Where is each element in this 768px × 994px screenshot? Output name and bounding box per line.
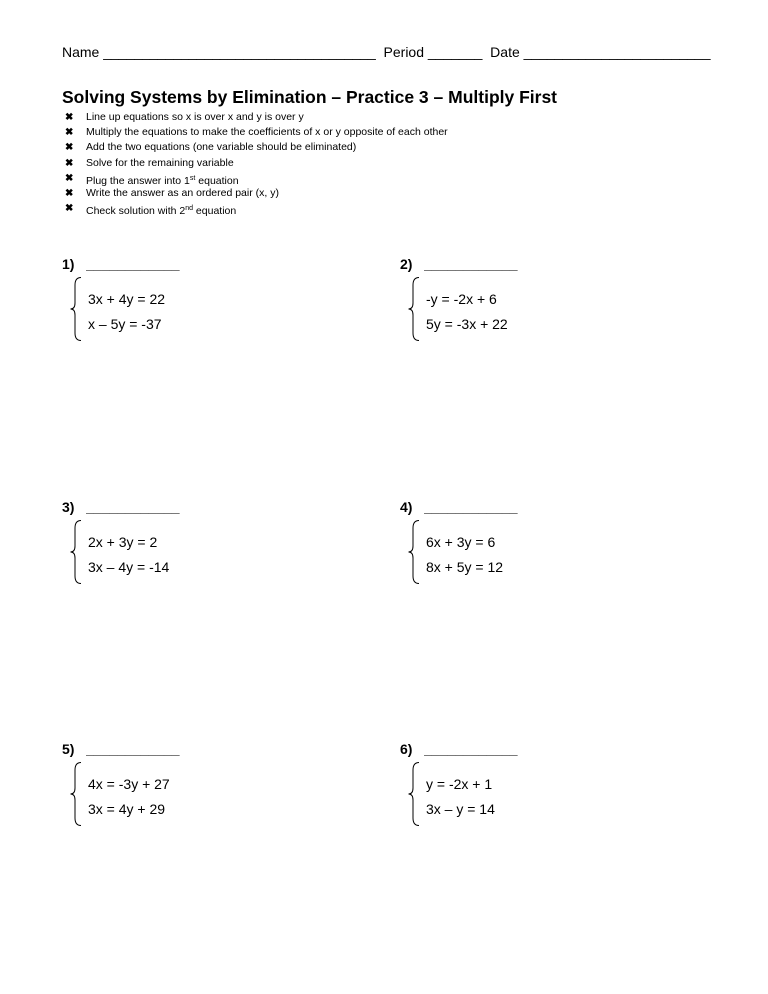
x-mark-icon: ✖ xyxy=(65,203,74,215)
instructions-list xyxy=(65,110,448,218)
problem-4 xyxy=(400,499,700,639)
left-brace-icon xyxy=(70,277,82,341)
instruction-item: ✖ Multiply the equations to make the coefficients of x or y opposite of each other xyxy=(86,125,448,140)
equation-1: -y = -2x + 6 xyxy=(426,291,497,307)
left-brace-icon xyxy=(408,762,420,826)
problem-number-answer-blank[interactable]: 1) ____________ xyxy=(62,256,180,272)
left-brace-icon xyxy=(408,277,420,341)
problem-number-answer-blank[interactable]: 2) ____________ xyxy=(400,256,518,272)
problem-6 xyxy=(400,741,700,881)
problem-number-answer-blank[interactable]: 4) ____________ xyxy=(400,499,518,515)
equation-2: 8x + 5y = 12 xyxy=(426,559,504,575)
equation-1: 2x + 3y = 2 xyxy=(88,534,158,550)
equation-2: 3x – y = 14 xyxy=(426,801,495,817)
left-brace-icon xyxy=(70,520,82,584)
name-period-date-line[interactable]: Name ___________________________________ Period _______ Date ________________________ xyxy=(62,44,711,60)
problem-number-answer-blank[interactable]: 6) ____________ xyxy=(400,741,518,757)
equation-2: 3x – 4y = -14 xyxy=(88,559,170,575)
equation-2: 3x = 4y + 29 xyxy=(88,801,166,817)
problem-3 xyxy=(62,499,362,639)
equation-2: 5y = -3x + 22 xyxy=(426,316,508,332)
instruction-item: ✖ Write the answer as an ordered pair (x, y) xyxy=(86,186,448,201)
instruction-item: ✖ Plug the answer into 1st equation xyxy=(65,172,239,187)
equation-1: 6x + 3y = 6 xyxy=(426,534,496,550)
x-mark-icon: ✖ xyxy=(65,142,74,154)
worksheet-title: Solving Systems by Elimination – Practice 3 – Multiply First xyxy=(62,87,558,107)
equation-1: y = -2x + 1 xyxy=(426,776,493,792)
problem-2 xyxy=(400,256,700,396)
x-mark-icon: ✖ xyxy=(65,112,74,123)
x-mark-icon: ✖ xyxy=(65,187,74,199)
x-mark-icon: ✖ xyxy=(65,172,74,184)
x-mark-icon: ✖ xyxy=(65,157,74,169)
problem-1 xyxy=(62,256,362,396)
x-mark-icon: ✖ xyxy=(65,127,74,139)
problem-number-answer-blank[interactable]: 5) ____________ xyxy=(62,741,180,757)
instruction-item: ✖ Solve for the remaining variable xyxy=(86,156,448,171)
left-brace-icon xyxy=(408,520,420,584)
equation-1: 3x + 4y = 22 xyxy=(88,291,166,307)
instruction-item: ✖ Check solution with 2nd equation xyxy=(65,203,237,218)
instruction-item: ✖ Add the two equations (one variable should be eliminated) xyxy=(86,140,448,155)
instruction-item: ✖ Line up equations so x is over x and y is over y xyxy=(86,110,448,125)
equation-2: x – 5y = -37 xyxy=(88,316,162,332)
problem-5 xyxy=(62,741,362,881)
problem-number-answer-blank[interactable]: 3) ____________ xyxy=(62,499,180,515)
left-brace-icon xyxy=(70,762,82,826)
equation-1: 4x = -3y + 27 xyxy=(88,776,170,792)
